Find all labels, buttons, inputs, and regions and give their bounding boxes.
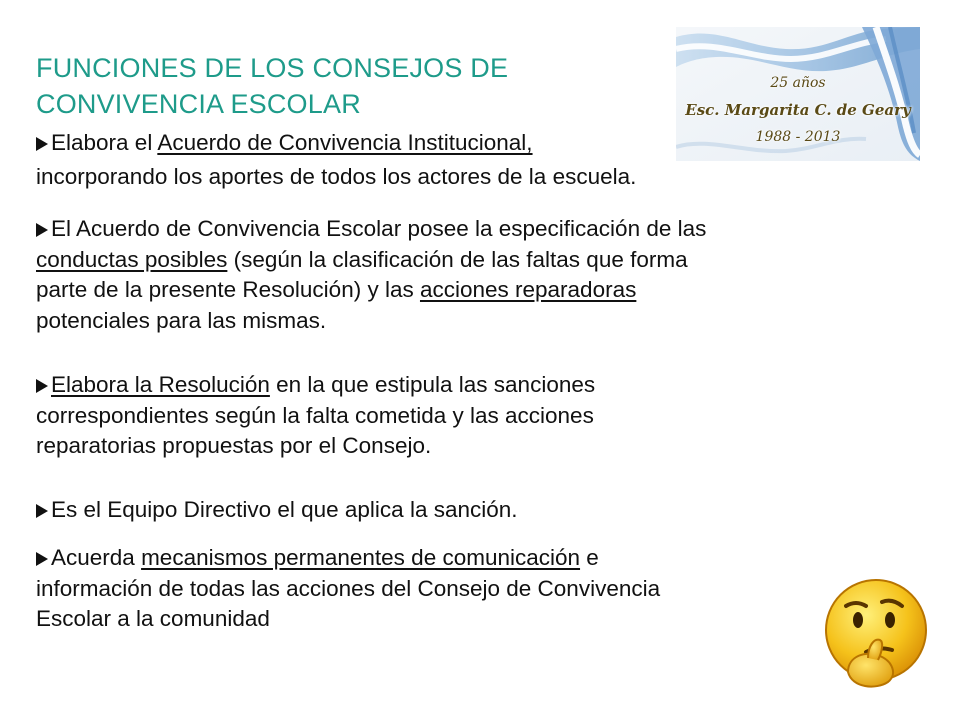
paragraph-2-line-4: potenciales para las mismas. [36,307,327,333]
page-title [36,50,508,122]
paragraph-2-line-1 [36,214,916,244]
paragraph-3 [36,370,916,461]
banner-dates: 1988 - 2013 [755,129,841,145]
arrow-bullet-icon [36,504,48,518]
paragraph-1-line-1 [36,128,916,158]
underlined-term: acciones reparadoras [419,277,637,302]
paragraph-2-line-2 [36,245,916,275]
text-segment: Es el Equipo Directivo el que aplica la sanción. [51,497,518,522]
arrow-bullet-icon [36,223,48,237]
paragraph-5-line-3: Escolar a la comunidad [36,606,270,631]
paragraph-2-line-3 [36,275,916,305]
paragraph-1 [36,128,916,191]
underlined-term: Acuerdo de Convivencia Institucional, [157,130,533,155]
arrow-bullet-icon [36,552,48,566]
paragraph-3-line-1 [36,370,916,400]
paragraph-2 [36,214,916,335]
text-segment: parte de la presente Resolución) y las [36,277,420,302]
title-line-2: CONVIVENCIA ESCOLAR [36,89,361,119]
text-segment: Acuerda [51,545,142,570]
arrow-bullet-icon [36,137,48,151]
banner-school: Esc. Margarita C. de Geary [685,101,911,119]
paragraph-4-line-1 [36,495,916,525]
banner-years: 25 años [770,75,826,91]
paragraph-5-line-2: información de todas las acciones del Consejo de Convivencia [36,575,661,601]
paragraph-5-line-1 [36,543,916,573]
underlined-term: Elabora la Resolución [51,372,270,397]
paragraph-3-line-2: correspondientes según la falta cometida y las acciones [36,402,594,428]
arrow-bullet-icon [36,379,48,393]
paragraph-3-line-3: reparatorias propuestas por el Consejo. [36,433,432,458]
text-segment: e [580,545,599,570]
text-segment: en la que estipula las sanciones [269,372,596,397]
underlined-term: conductas posibles [36,246,228,272]
underlined-term: mecanismos permanentes de comunicación [141,545,581,570]
thinking-face-icon [818,576,934,692]
text-segment: El Acuerdo de Convivencia Escolar posee la especificación de las [51,216,707,241]
text-segment: (según la clasificación de las faltas que forma [227,246,688,272]
text-segment: Elabora el [51,130,158,155]
paragraph-4 [36,495,916,525]
paragraph-5 [36,543,916,634]
paragraph-1-line-2: incorporando los aportes de todos los actores de la escuela. [36,163,637,189]
title-line-1: FUNCIONES DE LOS CONSEJOS DE [36,53,509,83]
